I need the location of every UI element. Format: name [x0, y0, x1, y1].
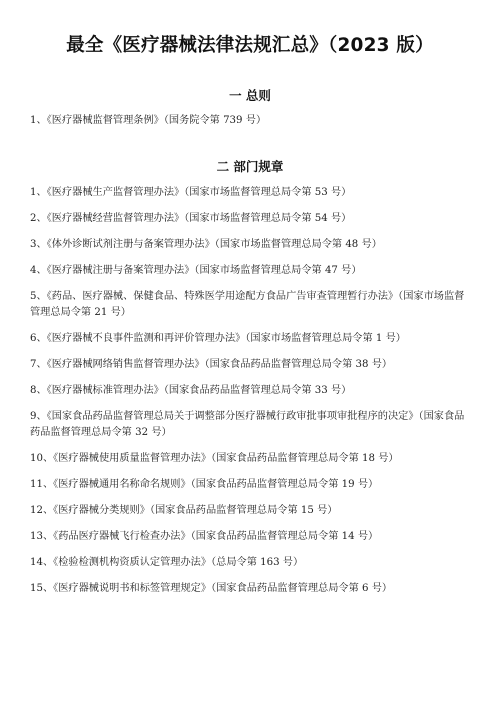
list-item: 13、《药品医疗器械飞行检查办法》（国家食品药品监督管理总局令第 14 号） — [30, 531, 379, 542]
list-item: 14、《检验检测机构资质认定管理办法》（总局令第 163 号） — [30, 557, 304, 568]
list-item: 1、《医疗器械监督管理条例》（国务院令第 739 号） — [30, 115, 267, 126]
list-item: 2、《医疗器械经营监督管理办法》（国家市场监督管理总局令第 54 号） — [30, 213, 352, 224]
list-item: 1、《医疗器械生产监督管理办法》（国家市场监督管理总局令第 53 号） — [30, 187, 352, 198]
list-item: 7、《医疗器械网络销售监督管理办法》（国家食品药品监督管理总局令第 38 号） — [30, 359, 393, 370]
section-heading-general: 一 总则 — [229, 88, 271, 103]
list-item: 10、《医疗器械使用质量监督管理办法》（国家食品药品监督管理总局令第 18 号） — [30, 453, 399, 464]
list-item: 12、《医疗器械分类规则》（国家食品药品监督管理总局令第 15 号） — [30, 505, 338, 516]
list-item: 4、《医疗器械注册与备案管理办法》（国家市场监督管理总局令第 47 号） — [30, 265, 362, 276]
regulations-list — [30, 185, 470, 597]
list-item: 11、《医疗器械通用名称命名规则》（国家食品药品监督管理总局令第 19 号） — [30, 479, 379, 490]
list-item: 9、《国家食品药品监督管理总局关于调整部分医疗器械行政审批事项审批程序的决定》（国家食品药品监督管理总局令第 32 号） — [30, 411, 465, 438]
section-heading-regulations: 二 部门规章 — [216, 159, 284, 174]
list-item: 3、《体外诊断试剂注册与备案管理办法》（国家市场监督管理总局令第 48 号） — [30, 239, 382, 250]
list-item: 15、《医疗器械说明书和标签管理规定》（国家食品药品监督管理总局令第 6 号） — [30, 583, 393, 594]
list-item: 8、《医疗器械标准管理办法》（国家食品药品监督管理总局令第 33 号） — [30, 385, 352, 396]
list-item: 5、《药品、医疗器械、保健食品、特殊医学用途配方食品广告审查管理暂行办法》（国家市场监督管理总局令第 21 号） — [30, 291, 465, 318]
document-title: 最全《医疗器械法律法规汇总》（2023 版） — [66, 35, 434, 56]
general-list — [30, 113, 470, 129]
list-item: 6、《医疗器械不良事件监测和再评价管理办法》（国家市场监督管理总局令第 1 号） — [30, 333, 406, 344]
